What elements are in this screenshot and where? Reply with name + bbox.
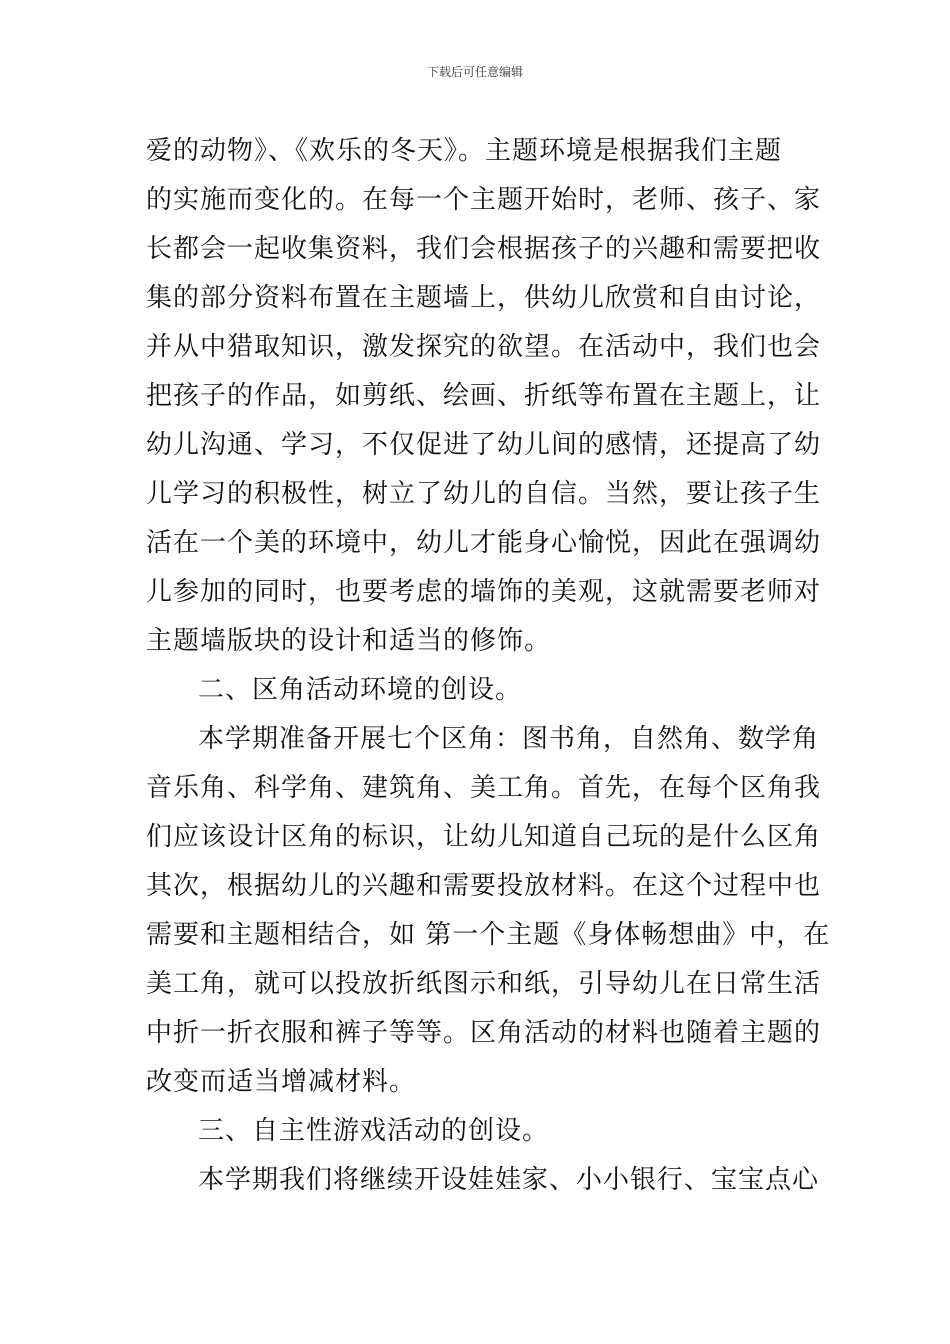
text-line: 本学期准备开展七个区角：图书角，自然角、数学角 [198,724,820,754]
document-body [146,127,831,1205]
text-line: 集的部分资料布置在主题墙上，供幼儿欣赏和自由讨论， [146,283,822,313]
text-line: 幼儿沟通、学习，不仅促进了幼儿间的感情，还提高了幼 [146,430,822,460]
text-line: 儿学习的积极性，树立了幼儿的自信。当然，要让孩子生 [146,479,822,509]
text-line: 爱的动物》、《欢乐的冬天》。主题环境是根据我们主题 [146,136,783,166]
text-line: 美工角，就可以投放折纸图示和纸，引导幼儿在日常生活 [146,969,822,999]
section-heading: 三、自主性游戏活动的创设。 [198,1116,550,1146]
text-line: 的实施而变化的。在每一个主题开始时，老师、孩子、家 [146,185,822,215]
text-line: 音乐角、科学角、建筑角、美工角。首先，在每个区角我 [146,773,822,803]
text-line: 把孩子的作品，如剪纸、绘画、折纸等布置在主题上，让 [146,381,822,411]
text-line: 并从中猎取知识，激发探究的欲望。在活动中，我们也会 [146,332,822,362]
text-line: 本学期我们将继续开设娃娃家、小小银行、宝宝点心 [198,1165,820,1195]
section-heading: 二、区角活动环境的创设。 [198,675,523,705]
text-line: 活在一个美的环境中，幼儿才能身心愉悦，因此在强调幼 [146,528,822,558]
text-line: 需要和主题相结合，如 第一个主题《身体畅想曲》中，在 [146,920,831,950]
text-line: 们应该设计区角的标识，让幼儿知道自己玩的是什么区角 [146,822,822,852]
text-line: 其次，根据幼儿的兴趣和需要投放材料。在这个过程中也 [146,871,822,901]
page-header: 下载后可任意编辑 [426,65,523,79]
text-line: 中折一折衣服和裤子等等。区角活动的材料也随着主题的 [146,1018,822,1048]
text-line: 主题墙版块的设计和适当的修饰。 [146,626,552,656]
text-line: 长都会一起收集资料，我们会根据孩子的兴趣和需要把收 [146,234,822,264]
text-line: 儿参加的同时，也要考虑的墙饰的美观，这就需要老师对 [146,577,822,607]
text-line: 改变而适当增减材料。 [146,1067,417,1097]
